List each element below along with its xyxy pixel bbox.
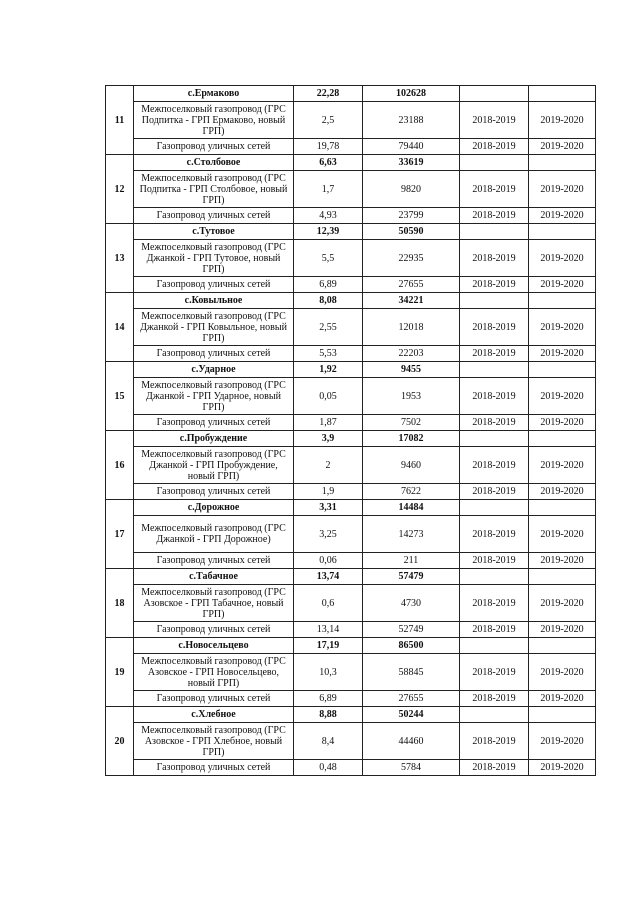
period-end: 2019-2020 — [529, 723, 596, 760]
settlement-name: с.Хлебное — [134, 707, 294, 723]
settlement-name: с.Ударное — [134, 362, 294, 378]
street-network-row — [106, 277, 596, 293]
period-start: 2018-2019 — [460, 277, 529, 293]
street-length: 1,9 — [294, 484, 363, 500]
empty-cell — [529, 224, 596, 240]
period-start: 2018-2019 — [460, 171, 529, 208]
row-number: 18 — [106, 569, 134, 638]
settlement-row — [106, 86, 596, 102]
street-description: Газопровод уличных сетей — [134, 208, 294, 224]
pipeline-description: Межпоселковый газопровод (ГРС Джанкой - ГРП Дорожное) — [134, 516, 294, 553]
period-start: 2018-2019 — [460, 415, 529, 431]
empty-cell — [529, 293, 596, 309]
street-description: Газопровод уличных сетей — [134, 277, 294, 293]
period-start: 2018-2019 — [460, 139, 529, 155]
empty-cell — [529, 431, 596, 447]
row-number: 20 — [106, 707, 134, 776]
settlement-row — [106, 362, 596, 378]
pipeline-length: 0,6 — [294, 585, 363, 622]
period-start: 2018-2019 — [460, 654, 529, 691]
settlement-row — [106, 638, 596, 654]
settlement-name: с.Столбовое — [134, 155, 294, 171]
row-number: 15 — [106, 362, 134, 431]
street-length: 13,14 — [294, 622, 363, 638]
pipeline-description: Межпоселковый газопровод (ГРС Джанкой - ГРП Тутовое, новый ГРП) — [134, 240, 294, 277]
street-network-row — [106, 346, 596, 362]
street-cost: 52749 — [363, 622, 460, 638]
intersettlement-pipeline-row — [106, 447, 596, 484]
pipeline-cost: 9820 — [363, 171, 460, 208]
street-description: Газопровод уличных сетей — [134, 691, 294, 707]
total-length: 12,39 — [294, 224, 363, 240]
street-description: Газопровод уличных сетей — [134, 415, 294, 431]
settlement-name: с.Пробуждение — [134, 431, 294, 447]
period-start: 2018-2019 — [460, 516, 529, 553]
street-description: Газопровод уличных сетей — [134, 139, 294, 155]
pipeline-length: 5,5 — [294, 240, 363, 277]
period-start: 2018-2019 — [460, 585, 529, 622]
total-length: 3,9 — [294, 431, 363, 447]
pipeline-description: Межпоселковый газопровод (ГРС Азовское - ГРП Хлебное, новый ГРП) — [134, 723, 294, 760]
period-end: 2019-2020 — [529, 654, 596, 691]
period-start: 2018-2019 — [460, 346, 529, 362]
street-network-row — [106, 208, 596, 224]
pipeline-length: 3,25 — [294, 516, 363, 553]
empty-cell — [529, 155, 596, 171]
pipeline-description: Межпоселковый газопровод (ГРС Азовское - ГРП Новосельцево, новый ГРП) — [134, 654, 294, 691]
pipeline-cost: 1953 — [363, 378, 460, 415]
street-network-row — [106, 415, 596, 431]
settlement-row — [106, 293, 596, 309]
pipeline-length: 2 — [294, 447, 363, 484]
intersettlement-pipeline-row — [106, 585, 596, 622]
street-length: 6,89 — [294, 691, 363, 707]
street-length: 0,48 — [294, 760, 363, 776]
row-number: 13 — [106, 224, 134, 293]
street-cost: 23799 — [363, 208, 460, 224]
period-end: 2019-2020 — [529, 415, 596, 431]
period-end: 2019-2020 — [529, 139, 596, 155]
street-description: Газопровод уличных сетей — [134, 760, 294, 776]
settlement-name: с.Ковыльное — [134, 293, 294, 309]
empty-cell — [529, 707, 596, 723]
street-cost: 211 — [363, 553, 460, 569]
intersettlement-pipeline-row — [106, 171, 596, 208]
street-cost: 5784 — [363, 760, 460, 776]
total-length: 8,08 — [294, 293, 363, 309]
row-number: 11 — [106, 86, 134, 155]
table-body — [106, 86, 596, 776]
row-number: 14 — [106, 293, 134, 362]
row-number: 19 — [106, 638, 134, 707]
street-network-row — [106, 691, 596, 707]
empty-cell — [460, 569, 529, 585]
intersettlement-pipeline-row — [106, 378, 596, 415]
period-start: 2018-2019 — [460, 447, 529, 484]
empty-cell — [460, 500, 529, 516]
empty-cell — [460, 224, 529, 240]
period-end: 2019-2020 — [529, 760, 596, 776]
empty-cell — [529, 638, 596, 654]
pipeline-length: 10,3 — [294, 654, 363, 691]
intersettlement-pipeline-row — [106, 102, 596, 139]
period-end: 2019-2020 — [529, 516, 596, 553]
intersettlement-pipeline-row — [106, 723, 596, 760]
intersettlement-pipeline-row — [106, 240, 596, 277]
street-network-row — [106, 760, 596, 776]
settlement-row — [106, 155, 596, 171]
total-cost: 17082 — [363, 431, 460, 447]
street-cost: 27655 — [363, 277, 460, 293]
row-number: 17 — [106, 500, 134, 569]
intersettlement-pipeline-row — [106, 309, 596, 346]
period-start: 2018-2019 — [460, 309, 529, 346]
period-end: 2019-2020 — [529, 309, 596, 346]
total-length: 17,19 — [294, 638, 363, 654]
street-length: 19,78 — [294, 139, 363, 155]
pipeline-description: Межпоселковый газопровод (ГРС Джанкой - ГРП Ударное, новый ГРП) — [134, 378, 294, 415]
street-cost: 7502 — [363, 415, 460, 431]
period-start: 2018-2019 — [460, 760, 529, 776]
street-length: 1,87 — [294, 415, 363, 431]
total-cost: 50590 — [363, 224, 460, 240]
total-length: 6,63 — [294, 155, 363, 171]
settlement-row — [106, 500, 596, 516]
street-cost: 79440 — [363, 139, 460, 155]
empty-cell — [460, 86, 529, 102]
intersettlement-pipeline-row — [106, 516, 596, 553]
period-end: 2019-2020 — [529, 346, 596, 362]
pipeline-length: 2,55 — [294, 309, 363, 346]
street-network-row — [106, 622, 596, 638]
street-length: 6,89 — [294, 277, 363, 293]
row-number: 16 — [106, 431, 134, 500]
empty-cell — [529, 362, 596, 378]
settlement-row — [106, 569, 596, 585]
period-end: 2019-2020 — [529, 691, 596, 707]
settlement-row — [106, 707, 596, 723]
pipeline-cost: 4730 — [363, 585, 460, 622]
street-network-row — [106, 139, 596, 155]
total-cost: 34221 — [363, 293, 460, 309]
pipeline-cost: 12018 — [363, 309, 460, 346]
total-cost: 33619 — [363, 155, 460, 171]
total-cost: 86500 — [363, 638, 460, 654]
total-length: 1,92 — [294, 362, 363, 378]
total-cost: 9455 — [363, 362, 460, 378]
period-end: 2019-2020 — [529, 240, 596, 277]
total-cost: 102628 — [363, 86, 460, 102]
empty-cell — [529, 569, 596, 585]
pipeline-cost: 22935 — [363, 240, 460, 277]
pipeline-cost: 23188 — [363, 102, 460, 139]
empty-cell — [460, 362, 529, 378]
period-end: 2019-2020 — [529, 622, 596, 638]
pipeline-length: 1,7 — [294, 171, 363, 208]
period-start: 2018-2019 — [460, 484, 529, 500]
total-cost: 50244 — [363, 707, 460, 723]
street-description: Газопровод уличных сетей — [134, 622, 294, 638]
total-cost: 57479 — [363, 569, 460, 585]
settlement-name: с.Табачное — [134, 569, 294, 585]
street-network-row — [106, 553, 596, 569]
period-end: 2019-2020 — [529, 484, 596, 500]
pipeline-description: Межпоселковый газопровод (ГРС Подпитка - ГРП Ермаково, новый ГРП) — [134, 102, 294, 139]
pipeline-description: Межпоселковый газопровод (ГРС Джанкой - ГРП Ковыльное, новый ГРП) — [134, 309, 294, 346]
settlement-name: с.Дорожное — [134, 500, 294, 516]
period-start: 2018-2019 — [460, 102, 529, 139]
period-start: 2018-2019 — [460, 691, 529, 707]
period-end: 2019-2020 — [529, 585, 596, 622]
street-cost: 22203 — [363, 346, 460, 362]
street-description: Газопровод уличных сетей — [134, 484, 294, 500]
empty-cell — [460, 431, 529, 447]
period-start: 2018-2019 — [460, 240, 529, 277]
period-start: 2018-2019 — [460, 622, 529, 638]
total-length: 22,28 — [294, 86, 363, 102]
period-end: 2019-2020 — [529, 171, 596, 208]
period-end: 2019-2020 — [529, 208, 596, 224]
total-length: 3,31 — [294, 500, 363, 516]
empty-cell — [529, 500, 596, 516]
period-end: 2019-2020 — [529, 277, 596, 293]
pipeline-cost: 9460 — [363, 447, 460, 484]
settlement-row — [106, 224, 596, 240]
pipeline-cost: 14273 — [363, 516, 460, 553]
empty-cell — [529, 86, 596, 102]
empty-cell — [460, 638, 529, 654]
empty-cell — [460, 707, 529, 723]
settlement-name: с.Новосельцево — [134, 638, 294, 654]
settlement-name: с.Тутовое — [134, 224, 294, 240]
pipeline-length: 2,5 — [294, 102, 363, 139]
intersettlement-pipeline-row — [106, 654, 596, 691]
settlement-name: с.Ермаково — [134, 86, 294, 102]
row-number: 12 — [106, 155, 134, 224]
period-start: 2018-2019 — [460, 723, 529, 760]
pipeline-description: Межпоселковый газопровод (ГРС Джанкой - ГРП Пробуждение, новый ГРП) — [134, 447, 294, 484]
street-network-row — [106, 484, 596, 500]
period-end: 2019-2020 — [529, 447, 596, 484]
empty-cell — [460, 293, 529, 309]
pipeline-length: 0,05 — [294, 378, 363, 415]
pipeline-cost: 58845 — [363, 654, 460, 691]
street-cost: 27655 — [363, 691, 460, 707]
street-length: 0,06 — [294, 553, 363, 569]
street-description: Газопровод уличных сетей — [134, 553, 294, 569]
pipeline-description: Межпоселковый газопровод (ГРС Азовское - ГРП Табачное, новый ГРП) — [134, 585, 294, 622]
empty-cell — [460, 155, 529, 171]
gasification-table — [105, 85, 596, 776]
street-length: 5,53 — [294, 346, 363, 362]
pipeline-description: Межпоселковый газопровод (ГРС Подпитка - ГРП Столбовое, новый ГРП) — [134, 171, 294, 208]
total-length: 13,74 — [294, 569, 363, 585]
period-end: 2019-2020 — [529, 378, 596, 415]
street-length: 4,93 — [294, 208, 363, 224]
pipeline-cost: 44460 — [363, 723, 460, 760]
period-start: 2018-2019 — [460, 553, 529, 569]
pipeline-length: 8,4 — [294, 723, 363, 760]
total-length: 8,88 — [294, 707, 363, 723]
settlement-row — [106, 431, 596, 447]
period-start: 2018-2019 — [460, 378, 529, 415]
period-start: 2018-2019 — [460, 208, 529, 224]
total-cost: 14484 — [363, 500, 460, 516]
period-end: 2019-2020 — [529, 102, 596, 139]
street-description: Газопровод уличных сетей — [134, 346, 294, 362]
street-cost: 7622 — [363, 484, 460, 500]
period-end: 2019-2020 — [529, 553, 596, 569]
